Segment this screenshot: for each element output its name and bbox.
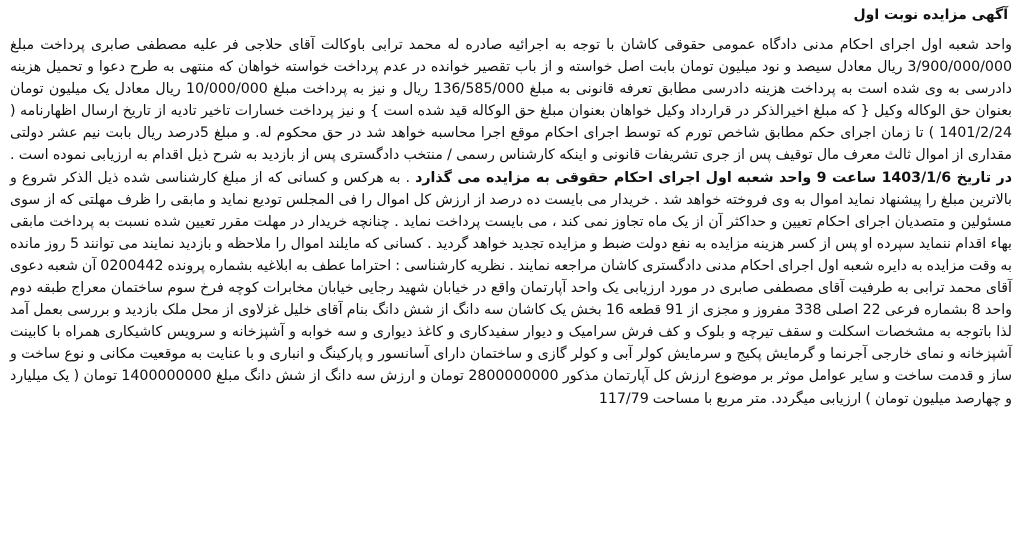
notice-text-part-1: واحد شعبه اول اجرای احکام مدنی دادگاه عمومی حقوقی کاشان با توجه به اجرائیه صادره له محمد ترابی باوکالت آقای حلاجی فر علیه مصطفی صابری پرداخت مبلغ 3/900/000/000 ریال معادل سیصد و نود میلیون تومان بابت اصل خواسته و از باب تقصیر خوانده در عدم پرداخت خواسته خواهان که منتهی به طرح دعوا و تحمیل هزینه دادرسی به وی شده است به پرداخت هزینه دادرسی مطابق تعرفه قانونی به مبلغ 136/585/000 ریال و نیز به پرداخت مبلغ 10/000/000 ریال معادل یک میلیون تومان بعنوان حق الوکاله وکیل { که مبلغ اخیرالذکر در قرارداد وکیل خواهان بعنوان مبلغ حق الوکاله قید شده است } و نیز پرداخت خسارات تاخیر تادیه از تاریخ ارسال اظهارنامه ( 1401/2/24 ) تا زمان اجرای حکم مطابق شاخص تورم که توسط اجرای احکام موقع اجرا محاسبه خواهد شد در حق محکوم له. و مبلغ 5درصد ریال بابت نیم عشر دولتی مقداری از اموال ثالث معرف مال توقیف پس از جری تشریفات قانونی و اینکه کارشناس رسمی / منتخب دادگستری پس از بازدید به شرح ذیل اقدام به ارزیابی نموده است . xyxy=(10,37,1012,164)
notice-title: آگهی مزایده نوبت اول xyxy=(853,7,1008,23)
notice-body xyxy=(10,34,1012,410)
notice-text-part-2: . به هرکس و کسانی که از مبلغ کارشناسی شده ذیل الذکر شروع و بالاترین مبلغ را پیشنهاد نماید اموال به وی فروخته خواهد شد . خریدار می بایست ده درصد از ارزش کل اموال را فی المجلس تودیع نماید و مابقی را ظرف مهلتی که از سوی مسئولین و متصدیان اجرای احکام تعیین و حداکثر آن از یک ماه تجاوز نمی کند ، می بایست پرداخت نماید . چنانچه خریدار در مهلت مقرر تعیین شده نسبت به پرداخت مابقی بهاء اقدام ننماید سپرده او پس از کسر هزینه مزایده به نفع دولت ضبط و مزایده تجدید خواهد گردید . کسانی که مایلند اموال را ملاحظه و بازدید نمایند می توانند 5 روز مانده به وقت مزایده به دایره شعبه اول اجرای احکام مدنی دادگستری کاشان مراجعه نمایند . نظریه کارشناسی : احتراما عطف به ابلاغیه بشماره پرونده 0200442 آن شعبه دعوی آقای محمد ترابی به طرفیت آقای مصطفی صابری در مورد ارزیابی یک واحد آپارتمان واقع در خیابان شهید رجایی خیابان مخابرات کوچه فرخ سوم ساختمان معراج طبقه دوم واحد 8 بشماره فرعی 22 اصلی 338 مفروز و مجزی از 91 قطعه 16 بخش یک کاشان سه دانگ از شش دانگ بنام آقای خلیل غزلاوی از محل ملک بازدید و بررسی بعمل آمد لذا باتوجه به مشخصات اسکلت و سقف تیرچه و بلوک و کف فرش سرامیک و دیوار سفیدکاری و کاغذ دیواری و سه خوابه و آشپزخانه و سرویس کاشیکاری همراه با کابینت آشپزخانه و نمای خارجی آجرنما و گرمایش پکیج و سرمایش کولر آبی و کولر گازی و ساختمان دارای آسانسور و پارکینگ و انباری و با عنایت به موقعیت مکانی و نوع ساخت و ساز و قدمت ساخت و سایر عوامل موثر بر موضوع ارزش کل آپارتمان مذکور 2800000000 تومان و ارزش سه دانگ از شش دانگ مبلغ 1400000000 تومان ( یک میلیارد و چهارصد میلیون تومان ) ارزیابی میگردد. متر مربع با مساحت 117/79 xyxy=(10,169,1013,407)
auction-date-statement: در تاریخ 1403/1/6 ساعت 9 واحد شعبه اول اجرای احکام حقوقی به مزایده می گذارد xyxy=(415,169,1013,186)
